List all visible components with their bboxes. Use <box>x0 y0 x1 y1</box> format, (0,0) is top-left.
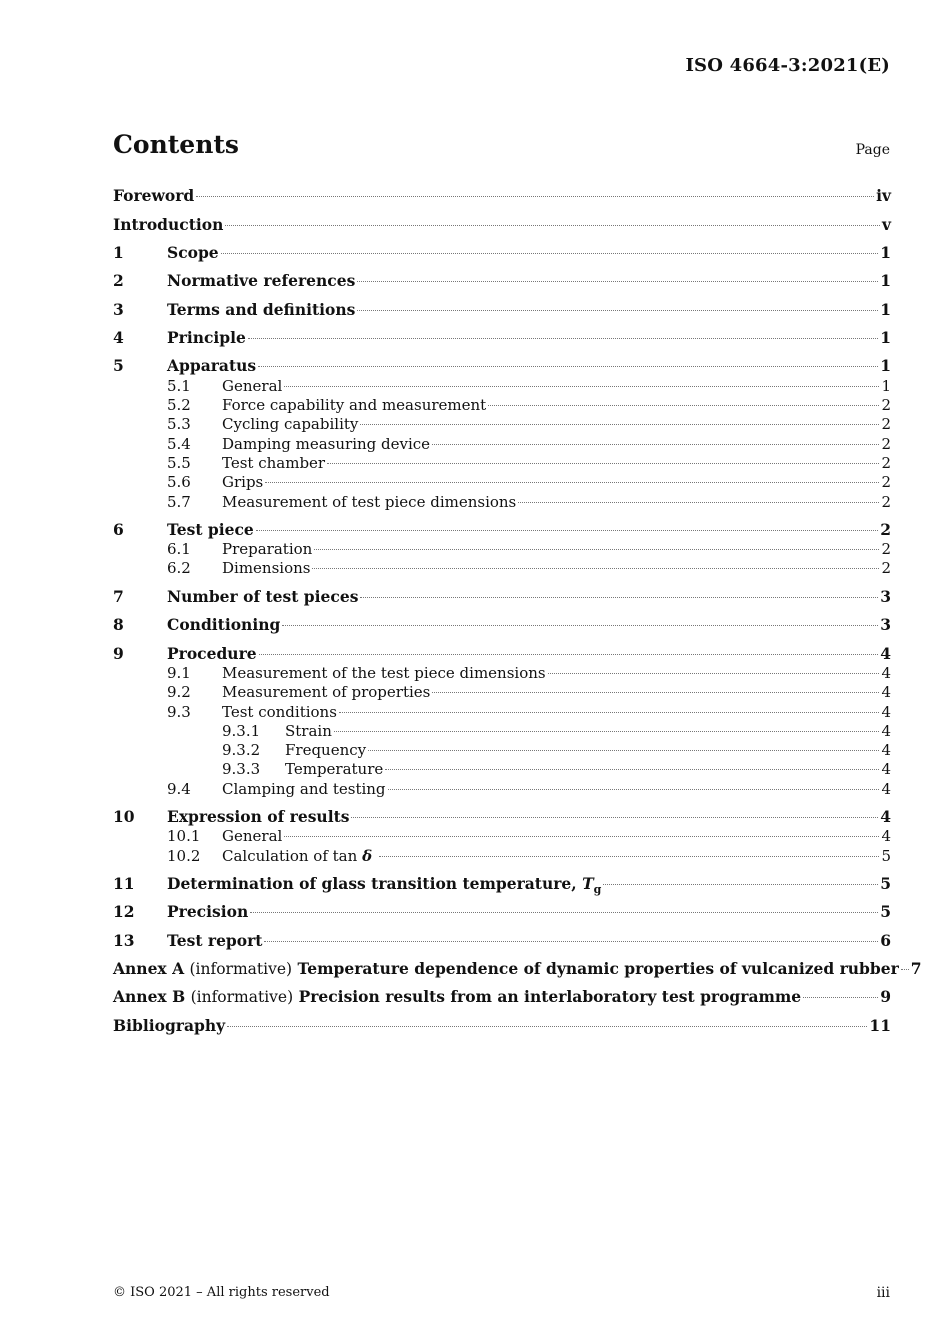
toc-section-number: 10 <box>113 807 135 826</box>
toc-page-number: 4 <box>881 741 891 759</box>
page-number: iii <box>876 1285 890 1301</box>
toc-entry-title: Test conditions <box>222 703 337 721</box>
toc-entry[interactable] <box>167 663 891 683</box>
toc-entry-title: Frequency <box>285 741 367 759</box>
toc-subsection-number: 10.2 <box>167 847 201 865</box>
dot-leader <box>548 672 880 674</box>
toc-entry[interactable] <box>113 931 891 951</box>
dot-leader <box>357 280 878 282</box>
toc-entry[interactable] <box>113 186 891 206</box>
toc-entry[interactable] <box>167 376 891 396</box>
toc-page-number: 2 <box>881 435 891 453</box>
toc-subsection-number: 5.4 <box>167 435 191 453</box>
toc-subsection-number: 5.3 <box>167 415 191 433</box>
symbol-T: T <box>582 874 594 893</box>
toc-entry-title: Procedure <box>167 644 257 663</box>
toc-entry-title: Test chamber <box>222 454 326 472</box>
toc-entry-title: Strain <box>285 722 332 740</box>
toc-entry[interactable] <box>167 702 891 722</box>
dot-leader <box>368 749 879 751</box>
toc-entry-title: Temperature <box>285 760 384 778</box>
copyright-notice: © ISO 2021 – All rights reserved <box>113 1285 330 1300</box>
toc-entry-title: Conditioning <box>167 615 281 634</box>
toc-entry-title: Measurement of properties <box>222 683 431 701</box>
toc-entry[interactable] <box>222 740 891 760</box>
annex-type: (informative) <box>189 960 293 978</box>
toc-entry[interactable] <box>113 807 891 827</box>
toc-entry-title: Apparatus <box>167 356 257 375</box>
toc-entry-title: Precision <box>167 902 249 921</box>
dot-leader <box>264 940 878 942</box>
dot-leader <box>803 996 878 998</box>
toc-entry[interactable] <box>113 328 891 348</box>
toc-entry-title: Clamping and testing <box>222 780 386 798</box>
symbol-delta: δ <box>362 847 373 865</box>
toc-subsubsection-number: 9.3.1 <box>222 722 261 740</box>
annex-title: Temperature dependence of dynamic properties of vulcanized rubber <box>297 959 899 978</box>
dot-leader <box>351 816 878 818</box>
toc-entry-title: Measurement of the test piece dimensions <box>222 664 546 682</box>
dot-leader <box>312 567 879 569</box>
dot-leader <box>432 443 879 445</box>
toc-page-number: 4 <box>881 780 891 798</box>
toc-entry[interactable] <box>167 558 891 578</box>
toc-entry-title: General <box>222 377 283 395</box>
toc-page-number: 2 <box>881 473 891 491</box>
toc-section-number: 2 <box>113 271 124 290</box>
dot-leader <box>284 835 879 837</box>
toc-page-number: 4 <box>880 807 891 826</box>
dot-leader <box>227 1025 867 1027</box>
toc-entry[interactable] <box>113 243 891 263</box>
toc-section-number: 7 <box>113 587 124 606</box>
toc-subsection-number: 9.3 <box>167 703 191 721</box>
toc-entry-title: Damping measuring device <box>222 435 431 453</box>
toc-subsection-number: 5.2 <box>167 396 191 414</box>
toc-entry[interactable] <box>113 987 891 1007</box>
toc-subsection-number: 9.2 <box>167 683 191 701</box>
toc-page-number: 4 <box>881 827 891 845</box>
toc-page-number: 2 <box>881 415 891 433</box>
toc-annex-title <box>113 987 801 1007</box>
toc-entry[interactable] <box>167 539 891 559</box>
dot-leader <box>256 529 878 531</box>
subscript-g: g <box>593 883 602 896</box>
toc-entry-title: General <box>222 827 283 845</box>
dot-leader <box>259 653 879 655</box>
toc-page-number: 2 <box>881 396 891 414</box>
toc-entry[interactable] <box>113 902 891 922</box>
toc-page-number: 4 <box>881 683 891 701</box>
toc-section-number: 6 <box>113 520 124 539</box>
toc-entry[interactable] <box>113 874 891 894</box>
toc-entry[interactable] <box>167 472 891 492</box>
toc-page-number: 1 <box>880 243 891 262</box>
toc-section-number: 9 <box>113 644 124 663</box>
toc-entry-title: Grips <box>222 473 264 491</box>
toc-page-number: 6 <box>880 931 891 950</box>
toc-page-number: 2 <box>881 493 891 511</box>
toc-subsection-number: 5.6 <box>167 473 191 491</box>
dot-leader <box>488 404 879 406</box>
page-column-label: Page <box>855 142 890 158</box>
toc-entry-title: Determination of glass transition temperature, $T_g$ <box>167 874 602 896</box>
toc-subsection-number: 5.1 <box>167 377 191 395</box>
toc-page-number: 1 <box>880 356 891 375</box>
dot-leader <box>221 252 879 254</box>
toc-entry[interactable] <box>167 395 891 415</box>
toc-entry-title: Preparation <box>222 540 313 558</box>
toc-page-number: 1 <box>880 300 891 319</box>
annex-id: Annex A <box>113 959 185 978</box>
toc-entry-title: Introduction <box>113 215 224 234</box>
dot-leader <box>360 596 878 598</box>
dot-leader <box>432 691 879 693</box>
toc-entry[interactable] <box>113 587 891 607</box>
toc-subsection-number: 5.5 <box>167 454 191 472</box>
dot-leader <box>258 365 878 367</box>
dot-leader <box>225 224 880 226</box>
toc-section-number: 13 <box>113 931 135 950</box>
toc-page-number: 5 <box>880 874 891 893</box>
toc-entry-title: Cycling capability <box>222 415 359 433</box>
toc-entry[interactable] <box>167 846 891 866</box>
dot-leader <box>360 423 879 425</box>
toc-entry-title: Bibliography <box>113 1016 226 1035</box>
dot-leader <box>385 768 879 770</box>
dot-leader <box>357 309 878 311</box>
dot-leader <box>901 968 909 970</box>
toc-page-number: 2 <box>880 520 891 539</box>
toc-page-number: 9 <box>880 987 891 1006</box>
dot-leader <box>250 911 878 913</box>
toc-entry-title: Terms and definitions <box>167 300 356 319</box>
annex-title: Precision results from an interlaboratory test programme <box>298 987 802 1006</box>
toc-entry-title: Test piece <box>167 520 254 539</box>
dot-leader <box>518 501 879 503</box>
toc-subsection-number: 6.2 <box>167 559 191 577</box>
toc-section-number: 4 <box>113 328 124 347</box>
toc-subsection-number: 6.1 <box>167 540 191 558</box>
dot-leader <box>603 883 878 885</box>
toc-entry[interactable] <box>113 520 891 540</box>
toc-subsection-number: 5.7 <box>167 493 191 511</box>
toc-entry-title: Principle <box>167 328 246 347</box>
toc-entry-title: Normative references <box>167 271 356 290</box>
toc-entry-title: Scope <box>167 243 219 262</box>
toc-entry-title: Expression of results <box>167 807 350 826</box>
toc-subsection-number: 9.4 <box>167 780 191 798</box>
toc-page-number: 1 <box>880 271 891 290</box>
toc-entry[interactable] <box>167 414 891 434</box>
annex-id: Annex B <box>113 987 186 1006</box>
toc-entry-title: Test report <box>167 931 263 950</box>
dot-leader <box>379 855 880 857</box>
toc-entry[interactable] <box>113 271 891 291</box>
toc-page-number: 4 <box>881 760 891 778</box>
contents-title: Contents <box>113 130 240 159</box>
toc-entry[interactable] <box>167 779 891 799</box>
toc-section-number: 3 <box>113 300 124 319</box>
dot-leader <box>248 337 878 339</box>
toc-entry[interactable] <box>167 682 891 702</box>
toc-page-number: 4 <box>880 644 891 663</box>
toc-page-number: iv <box>876 186 891 205</box>
toc-entry-title: Dimensions <box>222 559 311 577</box>
dot-leader <box>314 548 879 550</box>
toc-page-number: 3 <box>880 615 891 634</box>
toc-page-number: 7 <box>910 959 922 978</box>
dot-leader <box>282 624 878 626</box>
toc-page-number: 2 <box>881 454 891 472</box>
toc-entry[interactable] <box>167 826 891 846</box>
toc-entry[interactable] <box>222 759 891 779</box>
toc-page-number: 5 <box>881 847 891 865</box>
toc-page-number: 1 <box>880 328 891 347</box>
dot-leader <box>265 481 879 483</box>
toc-entry[interactable] <box>113 959 922 979</box>
dot-leader <box>196 195 874 197</box>
toc-page-number: 11 <box>869 1016 891 1035</box>
toc-section-number: 5 <box>113 356 124 375</box>
toc-entry[interactable] <box>167 434 891 454</box>
toc-page-number: 3 <box>880 587 891 606</box>
toc-page-number: 4 <box>881 722 891 740</box>
toc-subsubsection-number: 9.3.3 <box>222 760 261 778</box>
toc-section-number: 12 <box>113 902 135 921</box>
toc-entry[interactable] <box>113 215 891 235</box>
dot-leader <box>334 730 880 732</box>
dot-leader <box>339 711 880 713</box>
toc-section-number: 1 <box>113 243 124 262</box>
toc-page-number: 4 <box>881 703 891 721</box>
toc-entry-title: Force capability and measurement <box>222 396 487 414</box>
toc-entry-title: Number of test pieces <box>167 587 359 606</box>
toc-subsection-number: 9.1 <box>167 664 191 682</box>
dot-leader <box>284 385 879 387</box>
toc-entry[interactable] <box>167 492 891 512</box>
toc-page-number: 2 <box>881 559 891 577</box>
toc-subsubsection-number: 9.3.2 <box>222 741 261 759</box>
toc-entry-title: Calculation of tan δ <box>222 847 373 865</box>
toc-page-number: 1 <box>881 377 891 395</box>
toc-entry[interactable] <box>113 356 891 376</box>
dot-leader <box>327 462 879 464</box>
toc-section-number: 11 <box>113 874 135 893</box>
toc-entry[interactable] <box>222 721 891 741</box>
toc-entry[interactable] <box>167 453 891 473</box>
annex-type: (informative) <box>190 988 294 1006</box>
standard-identifier: ISO 4664-3:2021(E) <box>685 55 890 76</box>
toc-entry-title: Measurement of test piece dimensions <box>222 493 517 511</box>
toc-page-number: 2 <box>881 540 891 558</box>
toc-annex-title <box>113 959 899 979</box>
toc-entry[interactable] <box>113 644 891 664</box>
toc-entry[interactable] <box>113 1016 891 1036</box>
toc-entry-title: Foreword <box>113 186 195 205</box>
toc-page-number: v <box>881 215 891 234</box>
toc-entry[interactable] <box>113 300 891 320</box>
dot-leader <box>388 788 880 790</box>
toc-section-number: 8 <box>113 615 124 634</box>
toc-entry[interactable] <box>113 615 891 635</box>
toc-subsection-number: 10.1 <box>167 827 201 845</box>
toc-page-number: 4 <box>881 664 891 682</box>
toc-page-number: 5 <box>880 902 891 921</box>
